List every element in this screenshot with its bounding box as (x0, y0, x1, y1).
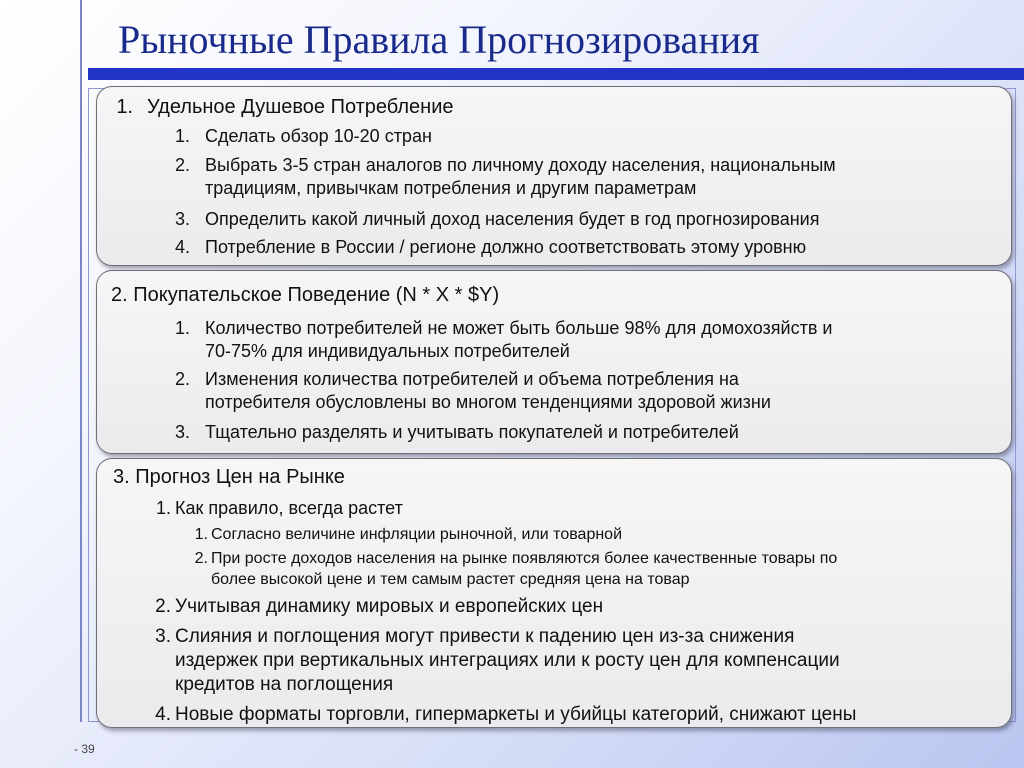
list-item-text: традициям, привычкам потребления и другим параметрам (205, 178, 697, 198)
page-number: - 39 (74, 742, 95, 756)
list-item-text: Учитывая динамику мировых и европейских цен (175, 596, 604, 617)
sub-list-item-continuation (211, 569, 690, 590)
list-item-number: 4. (155, 704, 171, 725)
slide-title: Рыночные Правила Прогнозирования (118, 17, 760, 62)
list-item-number: 1. (174, 126, 190, 146)
list-item-number: 3. (174, 422, 190, 442)
list-item-number: 2. (174, 369, 190, 389)
list-item (97, 317, 832, 340)
list-item-number: 4. (174, 237, 190, 257)
list-item-text: Сделать обзор 10-20 стран (205, 126, 432, 146)
list-item (97, 421, 739, 444)
list-item (97, 236, 806, 259)
list-item-text: издержек при вертикальных интеграциях или к росту цен для компенсации (175, 650, 840, 671)
list-item (97, 368, 739, 391)
sub-list-item (97, 524, 622, 545)
sub-list-item-text: Согласно величине инфляции рыночной, или товарной (211, 526, 623, 543)
list-item-continuation (175, 649, 840, 673)
list-item-continuation (205, 340, 570, 363)
list-item-text: Изменения количества потребителей и объема потребления на (205, 369, 739, 389)
section-heading-text: 3. Прогноз Цен на Рынке (113, 466, 345, 488)
list-item-text: Определить какой личный доход населения будет в год прогнозирования (205, 209, 820, 229)
title-underline-bar (88, 68, 1024, 80)
list-item-continuation (175, 673, 393, 697)
list-item-number: 2. (155, 596, 171, 617)
list-item-text: Количество потребителей не может быть больше 98% для домохозяйств и (205, 318, 833, 338)
section-heading (111, 283, 499, 307)
sub-list-item-text: При росте доходов населения на рынке появляются более качественные товары по (211, 550, 838, 567)
section-heading-text: 2. Покупательское Поведение (N * X * $Y) (111, 284, 500, 306)
list-item-number: 3. (155, 626, 171, 647)
left-divider-line (80, 0, 82, 722)
sub-list-item-text: более высокой цене и тем самым растет средняя цена на товар (211, 571, 690, 588)
list-item-text: Как правило, всегда растет (175, 498, 403, 518)
section-heading (97, 95, 454, 119)
list-item-text: Слияния и поглощения могут привести к падению цен из-за снижения (175, 626, 795, 647)
list-item (97, 125, 432, 148)
section-number: 1. (116, 96, 133, 118)
list-item-continuation (205, 391, 771, 414)
list-item-text: потребителя обусловлены во многом тенденциями здоровой жизни (205, 392, 771, 412)
list-item-number: 1. (155, 498, 171, 518)
list-item (97, 703, 856, 727)
list-item (97, 208, 819, 231)
section-heading-text: Удельное Душевое Потребление (147, 96, 454, 118)
list-item-text: Новые форматы торговли, гипермаркеты и убийцы категорий, снижают цены (175, 704, 857, 725)
list-item-text: кредитов на поглощения (175, 674, 394, 695)
list-item (97, 595, 603, 619)
list-item-text: Тщательно разделять и учитывать покупателей и потребителей (205, 422, 739, 442)
list-item-number: 2. (174, 155, 190, 175)
list-item (97, 625, 794, 649)
sub-list-item-number: 1. (194, 526, 208, 543)
sub-list-item (97, 548, 837, 569)
list-item-number: 1. (174, 318, 190, 338)
list-item-text: Выбрать 3-5 стран аналогов по личному доходу населения, национальным (205, 155, 836, 175)
section-panel-buyer-behavior (96, 270, 1012, 454)
list-item (97, 497, 403, 520)
list-item-continuation (205, 177, 696, 200)
list-item-text: 70-75% для индивидуальных потребителей (205, 341, 570, 361)
list-item-number: 3. (174, 209, 190, 229)
list-item-text: Потребление в России / регионе должно соответствовать этому уровню (205, 237, 807, 257)
list-item (97, 154, 836, 177)
section-heading (113, 465, 345, 489)
sub-list-item-number: 2. (194, 550, 208, 567)
section-panel-market-price-forecast (96, 458, 1012, 728)
section-panel-per-capita-consumption (96, 86, 1012, 266)
